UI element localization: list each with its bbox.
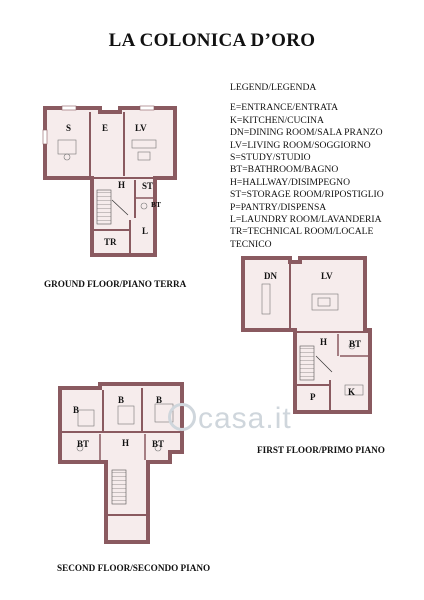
room-label-bt: BT xyxy=(152,439,165,449)
room-label-s: S xyxy=(66,123,72,133)
room-label-b: B xyxy=(156,395,163,405)
stairs xyxy=(97,190,111,224)
page-title: LA COLONICA D’ORO xyxy=(108,30,316,51)
first-floor-caption: FIRST FLOOR/PRIMO PIANO xyxy=(257,445,385,455)
legend-item: LV=LIVING ROOM/SOGGIORNO xyxy=(230,139,371,151)
window xyxy=(140,106,154,110)
room-label-lv: LV xyxy=(135,123,147,133)
room-label-st: ST xyxy=(142,181,154,191)
room-label-h: H xyxy=(320,337,328,347)
room-label-h: H xyxy=(118,180,126,190)
legend-item: P=PANTRY/DISPENSA xyxy=(230,201,327,213)
room-label-p: P xyxy=(310,392,316,402)
room-label-tr: TR xyxy=(104,237,117,247)
window xyxy=(62,106,76,110)
room-label-bt: BT xyxy=(77,439,90,449)
legend-item: ST=STORAGE ROOM/RIPOSTIGLIO xyxy=(230,189,384,201)
stairs xyxy=(112,470,126,504)
ground-outer-wall xyxy=(45,108,175,255)
room-label-b: B xyxy=(73,405,80,415)
legend-item: L=LAUNDRY ROOM/LAVANDERIA xyxy=(230,214,382,226)
room-label-h: H xyxy=(122,438,130,448)
room-label-lv: LV xyxy=(321,271,333,281)
ground-floor-caption: GROUND FLOOR/PIANO TERRA xyxy=(44,279,187,289)
legend-item: S=STUDY/STUDIO xyxy=(230,152,311,164)
watermark-text: casa.it xyxy=(198,402,292,435)
room-label-e: E xyxy=(102,123,109,133)
room-label-bt: BT xyxy=(151,200,162,209)
second-floor-caption: SECOND FLOOR/SECONDO PIANO xyxy=(57,563,211,573)
legend-item: BT=BATHROOM/BAGNO xyxy=(230,164,339,176)
legend-item: E=ENTRANCE/ENTRATA xyxy=(230,102,339,114)
room-label-b: B xyxy=(118,395,125,405)
legend-heading: LEGEND/LEGENDA xyxy=(230,82,317,93)
room-label-dn: DN xyxy=(264,271,277,281)
ground-floor-plan xyxy=(43,106,175,255)
legend-item: TECNICO xyxy=(230,238,272,250)
legend-item: DN=DINING ROOM/SALA PRANZO xyxy=(230,127,383,139)
stairs xyxy=(300,346,314,380)
window xyxy=(43,130,47,144)
legend-item: K=KITCHEN/CUCINA xyxy=(230,114,324,126)
room-label-bt: BT xyxy=(349,339,362,349)
room-label-l: L xyxy=(142,226,149,236)
room-label-k: K xyxy=(348,387,356,397)
legend-item: H=HALLWAY/DISIMPEGNO xyxy=(230,176,350,188)
legend-item: TR=TECHNICAL ROOM/LOCALE xyxy=(230,226,374,238)
